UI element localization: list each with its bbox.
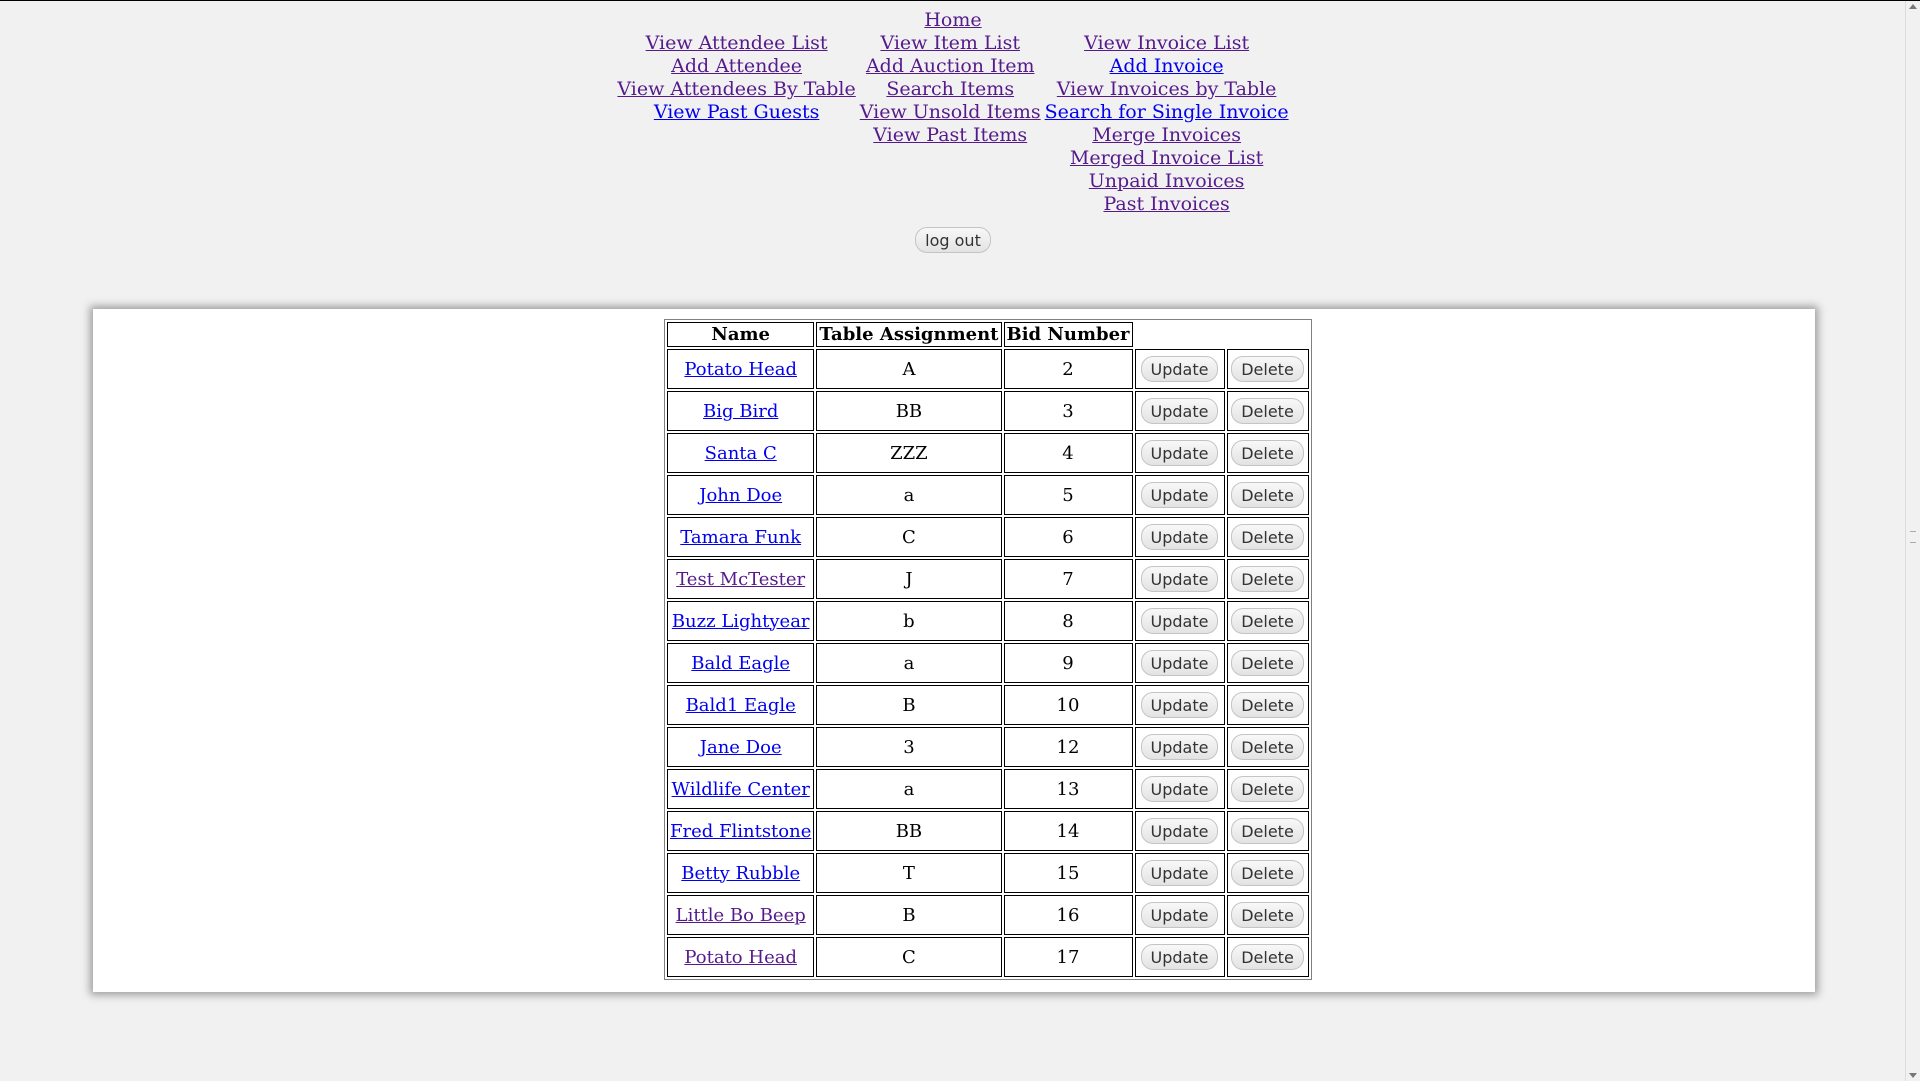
vertical-scrollbar[interactable] xyxy=(1905,1,1920,1081)
attendee-name-cell xyxy=(667,811,814,851)
attendee-table xyxy=(664,319,1312,980)
delete-cell xyxy=(1227,475,1309,515)
view-attendees-by-table-link[interactable]: View Attendees By Table xyxy=(617,78,856,100)
table-assignment-cell: C xyxy=(816,517,1001,557)
update-button[interactable]: Update xyxy=(1141,398,1219,424)
delete-button[interactable]: Delete xyxy=(1231,482,1304,508)
table-row xyxy=(667,937,1309,977)
update-button[interactable]: Update xyxy=(1141,650,1219,676)
table-assignment-cell: B xyxy=(816,685,1001,725)
update-button[interactable]: Update xyxy=(1141,734,1219,760)
table-row xyxy=(667,433,1309,473)
view-invoices-by-table-link[interactable]: View Invoices by Table xyxy=(1056,78,1277,100)
scroll-up-arrow-icon[interactable] xyxy=(1909,4,1917,9)
delete-cell xyxy=(1227,391,1309,431)
delete-cell xyxy=(1227,517,1309,557)
add-attendee-link[interactable]: Add Attendee xyxy=(671,55,803,77)
delete-cell xyxy=(1227,853,1309,893)
attendee-name-cell xyxy=(667,685,814,725)
update-button[interactable]: Update xyxy=(1141,902,1219,928)
bid-number-cell: 16 xyxy=(1004,895,1133,935)
bid-number-cell: 8 xyxy=(1004,601,1133,641)
attendee-name-link[interactable]: Fred Flintstone xyxy=(670,820,812,842)
delete-button[interactable]: Delete xyxy=(1231,440,1304,466)
delete-button[interactable]: Delete xyxy=(1231,356,1304,382)
attendee-name-link[interactable]: John Doe xyxy=(699,484,783,506)
delete-button[interactable]: Delete xyxy=(1231,776,1304,802)
table-row xyxy=(667,811,1309,851)
bid-number-cell: 6 xyxy=(1004,517,1133,557)
attendee-name-cell xyxy=(667,895,814,935)
delete-button[interactable]: Delete xyxy=(1231,734,1304,760)
delete-button[interactable]: Delete xyxy=(1231,650,1304,676)
update-cell xyxy=(1135,727,1225,767)
table-row xyxy=(667,391,1309,431)
bid-number-cell: 3 xyxy=(1004,391,1133,431)
table-row xyxy=(667,349,1309,389)
table-assignment-cell: 3 xyxy=(816,727,1001,767)
attendee-name-link[interactable]: Betty Rubble xyxy=(681,862,801,884)
update-cell xyxy=(1135,475,1225,515)
bid-number-cell: 17 xyxy=(1004,937,1133,977)
view-attendee-list-link[interactable]: View Attendee List xyxy=(645,32,828,54)
nav-column-invoices xyxy=(1043,32,1291,216)
table-row xyxy=(667,853,1309,893)
attendee-name-link[interactable]: Little Bo Beep xyxy=(675,904,806,926)
table-assignment-cell: T xyxy=(816,853,1001,893)
merged-invoice-list-link[interactable]: Merged Invoice List xyxy=(1069,147,1264,169)
update-button[interactable]: Update xyxy=(1141,860,1219,886)
update-cell xyxy=(1135,559,1225,599)
delete-button[interactable]: Delete xyxy=(1231,608,1304,634)
logout-container xyxy=(0,227,1906,253)
view-past-guests-link[interactable]: View Past Guests xyxy=(653,101,820,123)
attendee-name-link[interactable]: Bald Eagle xyxy=(691,652,791,674)
table-row xyxy=(667,769,1309,809)
table-assignment-cell: BB xyxy=(816,811,1001,851)
view-unsold-items-link[interactable]: View Unsold Items xyxy=(859,101,1041,123)
update-button[interactable]: Update xyxy=(1141,776,1219,802)
table-row xyxy=(667,643,1309,683)
attendee-name-cell xyxy=(667,601,814,641)
table-assignment-cell: J xyxy=(816,559,1001,599)
table-assignment-cell: ZZZ xyxy=(816,433,1001,473)
nav-menu xyxy=(615,32,1290,216)
delete-cell xyxy=(1227,643,1309,683)
delete-cell xyxy=(1227,349,1309,389)
attendee-name-cell xyxy=(667,559,814,599)
update-button[interactable]: Update xyxy=(1141,440,1219,466)
delete-button[interactable]: Delete xyxy=(1231,566,1304,592)
search-single-invoice-link[interactable]: Search for Single Invoice xyxy=(1044,101,1289,123)
update-button[interactable]: Update xyxy=(1141,482,1219,508)
delete-button[interactable]: Delete xyxy=(1231,398,1304,424)
update-cell xyxy=(1135,685,1225,725)
table-row xyxy=(667,895,1309,935)
update-button[interactable]: Update xyxy=(1141,524,1219,550)
attendee-name-link[interactable]: Buzz Lightyear xyxy=(671,610,810,632)
attendee-name-cell xyxy=(667,853,814,893)
bid-number-cell: 10 xyxy=(1004,685,1133,725)
table-row xyxy=(667,475,1309,515)
bid-number-cell: 7 xyxy=(1004,559,1133,599)
add-invoice-link[interactable]: Add Invoice xyxy=(1109,55,1224,77)
table-assignment-cell: B xyxy=(816,895,1001,935)
attendee-name-link[interactable]: Potato Head xyxy=(684,358,797,380)
unpaid-invoices-link[interactable]: Unpaid Invoices xyxy=(1088,170,1245,192)
update-cell xyxy=(1135,517,1225,557)
update-cell xyxy=(1135,895,1225,935)
attendee-name-cell xyxy=(667,433,814,473)
update-button[interactable]: Update xyxy=(1141,692,1219,718)
view-invoice-list-link[interactable]: View Invoice List xyxy=(1084,32,1250,54)
delete-button[interactable]: Delete xyxy=(1231,860,1304,886)
attendee-name-link[interactable]: Bald1 Eagle xyxy=(685,694,796,716)
attendee-name-cell xyxy=(667,517,814,557)
home-link[interactable]: Home xyxy=(924,9,982,31)
merge-invoices-link[interactable]: Merge Invoices xyxy=(1092,124,1242,146)
top-navigation xyxy=(0,1,1906,253)
table-row xyxy=(667,559,1309,599)
bid-number-cell: 5 xyxy=(1004,475,1133,515)
delete-button[interactable]: Delete xyxy=(1231,902,1304,928)
attendee-name-link[interactable]: Potato Head xyxy=(684,946,797,968)
attendee-name-cell xyxy=(667,727,814,767)
table-assignment-cell: b xyxy=(816,601,1001,641)
attendee-panel xyxy=(93,309,1815,992)
delete-button[interactable]: Delete xyxy=(1231,944,1304,970)
nav-column-attendees xyxy=(615,32,857,216)
update-cell xyxy=(1135,853,1225,893)
update-cell xyxy=(1135,391,1225,431)
column-header-bid-number: Bid Number xyxy=(1004,322,1133,347)
table-assignment-cell: C xyxy=(816,937,1001,977)
table-row xyxy=(667,517,1309,557)
delete-cell xyxy=(1227,895,1309,935)
attendee-name-link[interactable]: Wildlife Center xyxy=(671,778,810,800)
update-cell xyxy=(1135,601,1225,641)
search-items-link[interactable]: Search Items xyxy=(886,78,1015,100)
home-row xyxy=(0,9,1906,32)
update-cell xyxy=(1135,769,1225,809)
update-button[interactable]: Update xyxy=(1141,944,1219,970)
attendee-name-cell xyxy=(667,769,814,809)
delete-cell xyxy=(1227,811,1309,851)
attendee-name-link[interactable]: Tamara Funk xyxy=(680,526,802,548)
column-header-table-assignment: Table Assignment xyxy=(816,322,1001,347)
bid-number-cell: 14 xyxy=(1004,811,1133,851)
nav-column-items xyxy=(858,32,1043,216)
bid-number-cell: 15 xyxy=(1004,853,1133,893)
table-assignment-cell: A xyxy=(816,349,1001,389)
attendee-table-body xyxy=(667,349,1309,977)
table-assignment-cell: a xyxy=(816,643,1001,683)
bid-number-cell: 9 xyxy=(1004,643,1133,683)
update-cell xyxy=(1135,811,1225,851)
attendee-name-link[interactable]: Santa C xyxy=(704,442,777,464)
delete-cell xyxy=(1227,433,1309,473)
update-cell xyxy=(1135,433,1225,473)
delete-cell xyxy=(1227,685,1309,725)
update-button[interactable]: Update xyxy=(1141,356,1219,382)
delete-button[interactable]: Delete xyxy=(1231,818,1304,844)
update-cell xyxy=(1135,349,1225,389)
bid-number-cell: 2 xyxy=(1004,349,1133,389)
attendee-name-cell xyxy=(667,475,814,515)
update-cell xyxy=(1135,643,1225,683)
delete-cell xyxy=(1227,937,1309,977)
update-cell xyxy=(1135,937,1225,977)
delete-cell xyxy=(1227,559,1309,599)
attendee-name-link[interactable]: Jane Doe xyxy=(699,736,782,758)
table-assignment-cell: BB xyxy=(816,391,1001,431)
table-header-row xyxy=(667,322,1309,347)
attendee-name-link[interactable]: Test McTester xyxy=(676,568,806,590)
table-row xyxy=(667,685,1309,725)
view-past-items-link[interactable]: View Past Items xyxy=(873,124,1028,146)
column-header-name: Name xyxy=(667,322,814,347)
scroll-grip-icon xyxy=(1910,531,1916,543)
logout-button[interactable]: log out xyxy=(915,227,991,253)
past-invoices-link[interactable]: Past Invoices xyxy=(1103,193,1230,215)
bid-number-cell: 13 xyxy=(1004,769,1133,809)
update-button[interactable]: Update xyxy=(1141,566,1219,592)
delete-cell xyxy=(1227,727,1309,767)
table-assignment-cell: a xyxy=(816,475,1001,515)
attendee-name-cell xyxy=(667,349,814,389)
delete-cell xyxy=(1227,601,1309,641)
delete-button[interactable]: Delete xyxy=(1231,692,1304,718)
table-row xyxy=(667,601,1309,641)
bid-number-cell: 12 xyxy=(1004,727,1133,767)
attendee-name-cell xyxy=(667,643,814,683)
table-assignment-cell: a xyxy=(816,769,1001,809)
bid-number-cell: 4 xyxy=(1004,433,1133,473)
add-auction-item-link[interactable]: Add Auction Item xyxy=(865,55,1035,77)
delete-button[interactable]: Delete xyxy=(1231,524,1304,550)
delete-cell xyxy=(1227,769,1309,809)
scroll-down-arrow-icon[interactable] xyxy=(1909,1073,1917,1078)
update-button[interactable]: Update xyxy=(1141,608,1219,634)
attendee-name-cell xyxy=(667,937,814,977)
attendee-name-link[interactable]: Big Bird xyxy=(703,400,779,422)
view-item-list-link[interactable]: View Item List xyxy=(880,32,1020,54)
update-button[interactable]: Update xyxy=(1141,818,1219,844)
attendee-name-cell xyxy=(667,391,814,431)
table-row xyxy=(667,727,1309,767)
